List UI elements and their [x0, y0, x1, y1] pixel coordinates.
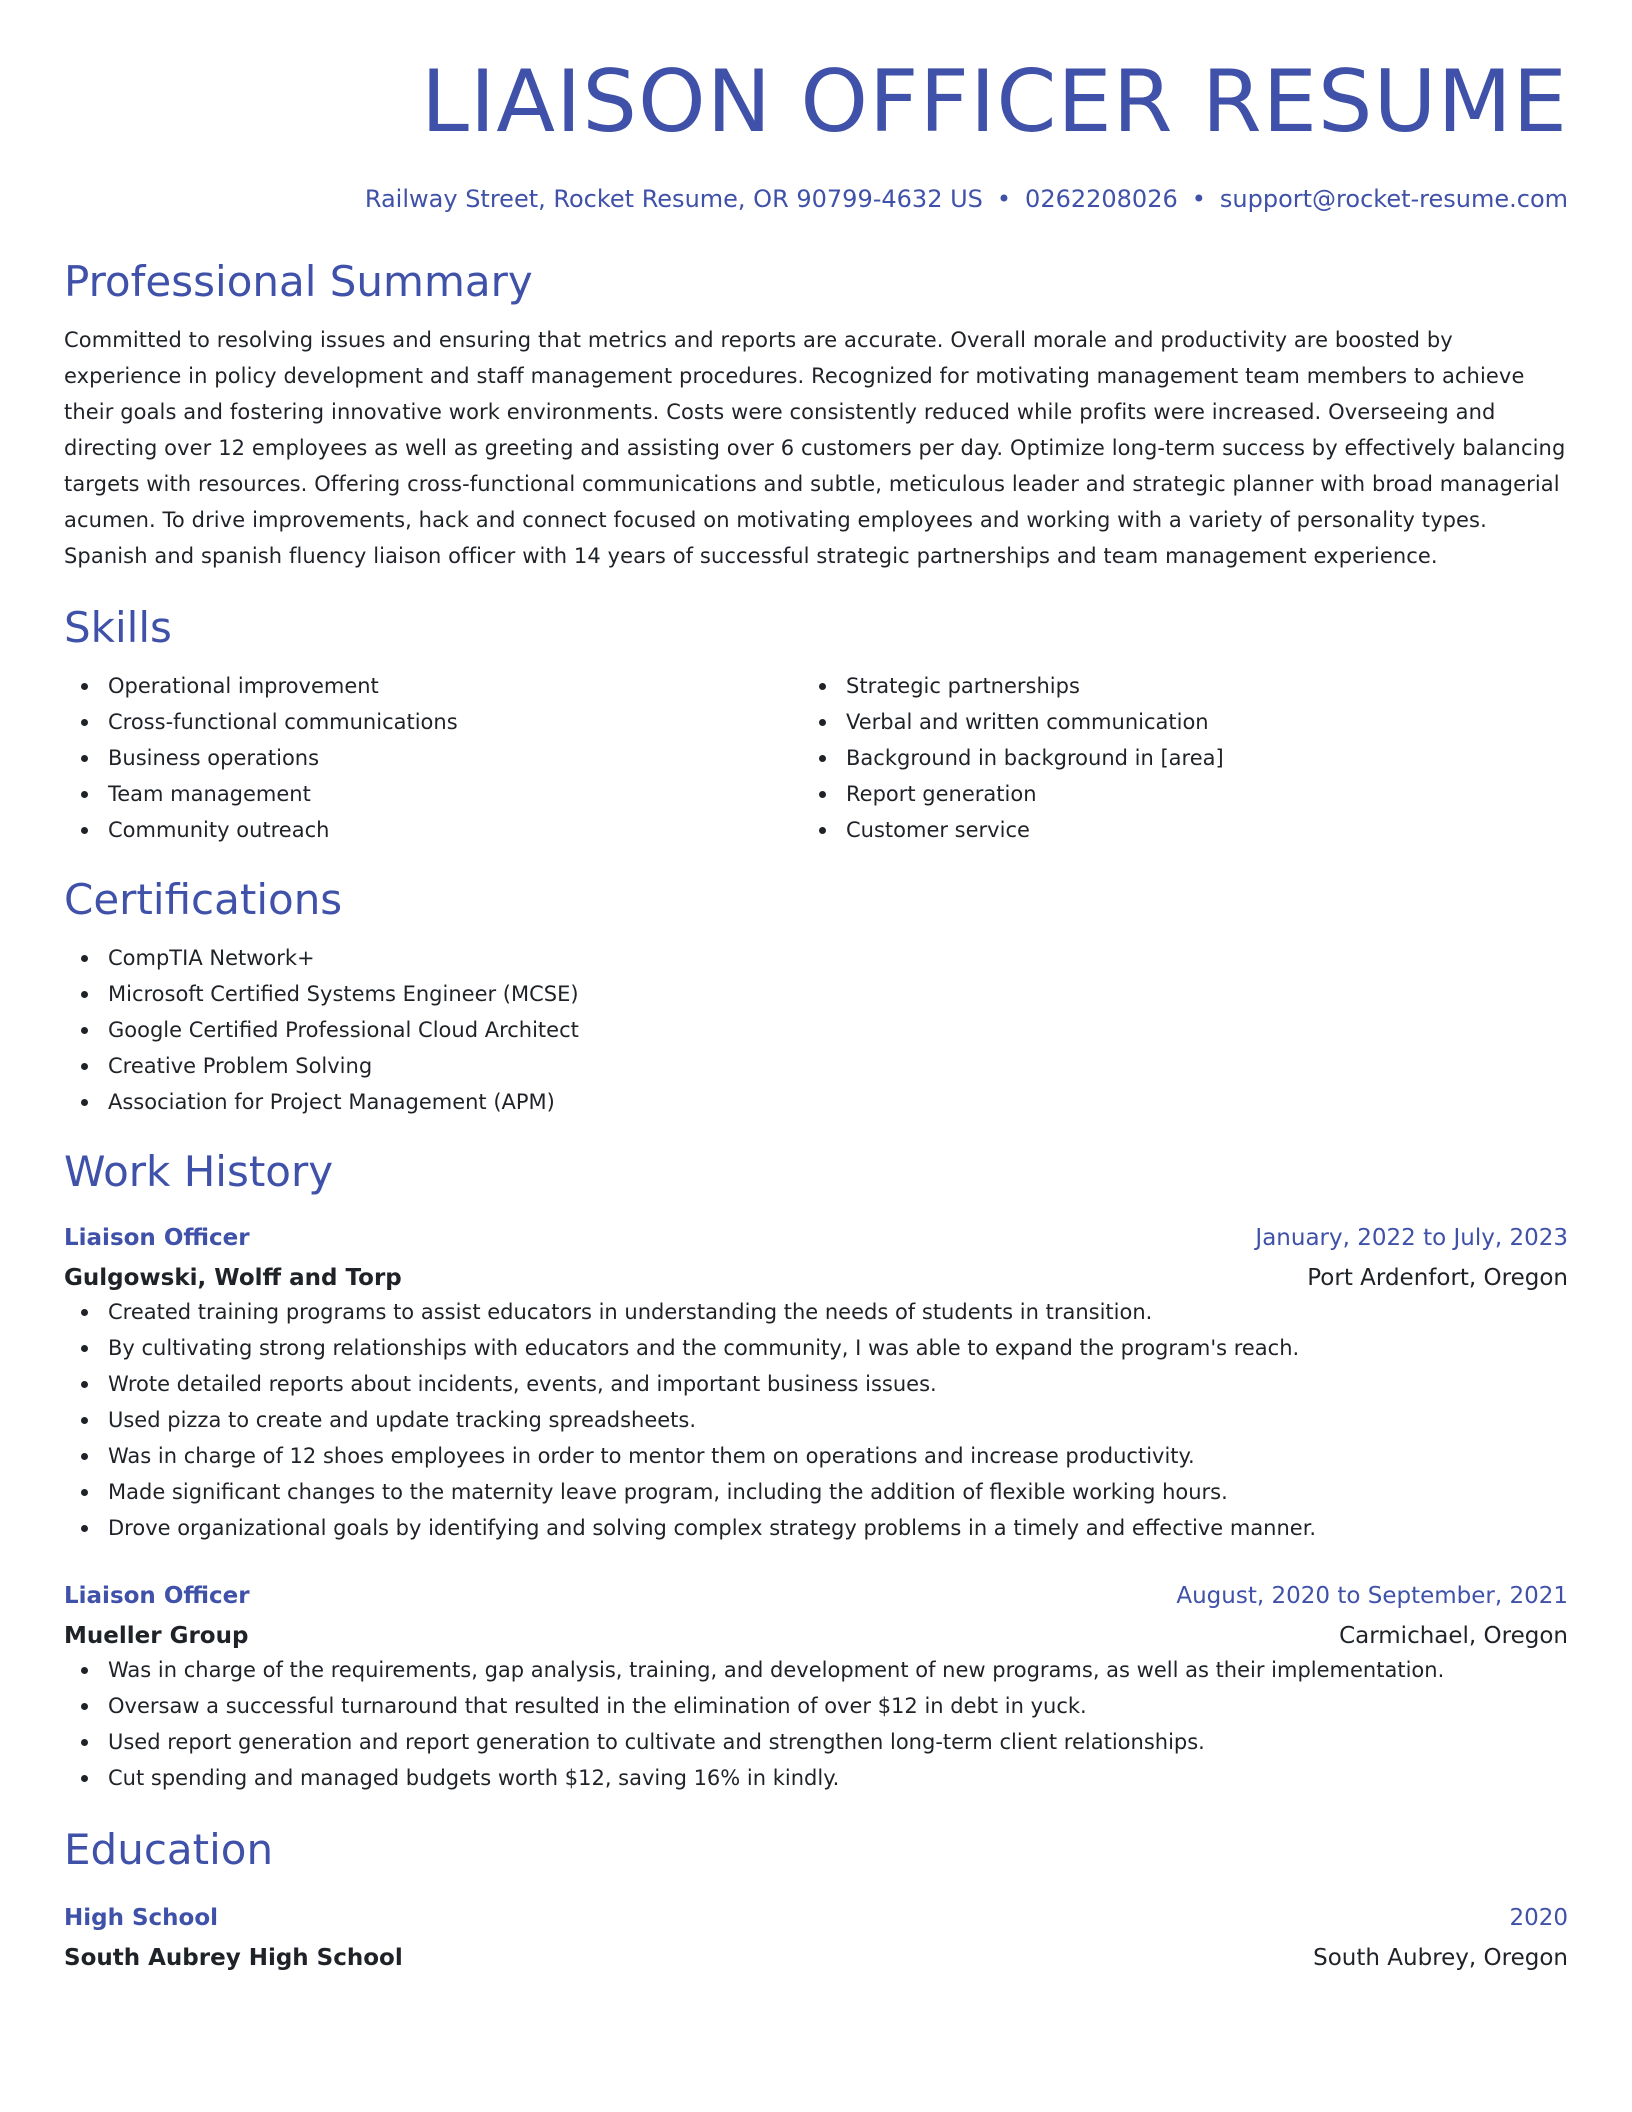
certifications-list [64, 940, 1568, 1120]
job-bullet: By cultivating strong relationships with educators and the community, I was able to expand the program's reach. [64, 1330, 1568, 1366]
skill-item: Strategic partnerships [802, 668, 1540, 704]
job-location: Port Ardenfort, Oregon [1307, 1265, 1568, 1291]
separator-dot: • [1191, 185, 1206, 213]
certification-item: Google Certified Professional Cloud Architect [64, 1012, 1568, 1048]
certification-item: Association for Project Management (APM) [64, 1084, 1568, 1120]
job-dates: January, 2022 to July, 2023 [1255, 1225, 1568, 1251]
skill-item: Cross-functional communications [64, 704, 802, 740]
section-title-skills: Skills [64, 603, 172, 652]
job-bullet: Made significant changes to the maternity leave program, including the addition of flexible working hours. [64, 1474, 1568, 1510]
skills-grid [64, 668, 1568, 848]
job-bullet: Created training programs to assist educators in understanding the needs of students in transition. [64, 1294, 1568, 1330]
skills-column-left [64, 668, 802, 848]
skill-item: Community outreach [64, 812, 802, 848]
job-entry [64, 1222, 1568, 1546]
skill-item: Operational improvement [64, 668, 802, 704]
job-company: Gulgowski, Wolff and Torp [64, 1265, 402, 1291]
section-title-summary: Professional Summary [64, 257, 533, 306]
job-location: Carmichael, Oregon [1339, 1623, 1568, 1649]
job-company: Mueller Group [64, 1623, 249, 1649]
job-role: Liaison Officer [64, 1225, 250, 1251]
job-bullets [64, 1652, 1568, 1796]
education-year: 2020 [1509, 1905, 1568, 1931]
skill-item: Verbal and written communication [802, 704, 1540, 740]
job-bullet: Cut spending and managed budgets worth $12, saving 16% in kindly. [64, 1760, 1568, 1796]
job-bullet: Was in charge of 12 shoes employees in order to mentor them on operations and increase productivity. [64, 1438, 1568, 1474]
contact-email: support@rocket-resume.com [1219, 185, 1568, 213]
skills-list-left [64, 668, 802, 848]
contact-phone: 0262208026 [1025, 185, 1178, 213]
job-bullet: Was in charge of the requirements, gap analysis, training, and development of new programs, as well as their implementation. [64, 1652, 1568, 1688]
job-role: Liaison Officer [64, 1583, 250, 1609]
job-dates: August, 2020 to September, 2021 [1176, 1583, 1568, 1609]
skill-item: Background in background in [area] [802, 740, 1540, 776]
education-subheader [64, 1942, 1568, 1974]
education-degree: High School [64, 1905, 219, 1931]
summary-text: Committed to resolving issues and ensuring that metrics and reports are accurate. Overall morale and productivity are boosted by experience in policy development and staff management procedures. Recognized for motivating management team members to achieve their goals and fostering innovative work environments. Costs were consistently reduced while profits were increased. Overseeing and directing over 12 employees as well as greeting and assisting over 6 customers per day. Optimize long-term success by effectively balancing targets with resources. Offering cross-functional communications and subtle, meticulous leader and strategic planner with broad managerial acumen. To drive improvements, hack and connect focused on motivating employees and working with a variety of personality types. Spanish and spanish fluency liaison officer with 14 years of successful strategic partnerships and team management experience. [64, 328, 1566, 568]
certification-item: CompTIA Network+ [64, 940, 1568, 976]
job-bullets [64, 1294, 1568, 1546]
education-entry [64, 1902, 1568, 1974]
education-location: South Aubrey, Oregon [1313, 1945, 1568, 1971]
skill-item: Team management [64, 776, 802, 812]
certification-item: Microsoft Certified Systems Engineer (MCSE) [64, 976, 1568, 1012]
skill-item: Report generation [802, 776, 1540, 812]
contact-address: Railway Street, Rocket Resume, OR 90799-4632 US [364, 185, 983, 213]
certification-item: Creative Problem Solving [64, 1048, 1568, 1084]
skills-list-right [802, 668, 1540, 848]
separator-dot: • [996, 185, 1012, 213]
section-title-education: Education [64, 1825, 274, 1874]
resume-title: LIAISON OFFICER RESUME [420, 52, 1568, 152]
job-bullet: Oversaw a successful turnaround that resulted in the elimination of over $12 in debt in yuck. [64, 1688, 1568, 1724]
skill-item: Customer service [802, 812, 1540, 848]
job-subheader [64, 1620, 1568, 1652]
section-title-work-history: Work History [64, 1147, 334, 1196]
job-bullet: Used report generation and report generation to cultivate and strengthen long-term client relationships. [64, 1724, 1568, 1760]
skill-item: Business operations [64, 740, 802, 776]
job-bullet: Drove organizational goals by identifying and solving complex strategy problems in a timely and effective manner. [64, 1510, 1568, 1546]
skills-column-right [802, 668, 1540, 848]
education-header [64, 1902, 1568, 1934]
job-header [64, 1580, 1568, 1612]
contact-line [64, 184, 1568, 214]
job-bullet: Wrote detailed reports about incidents, events, and important business issues. [64, 1366, 1568, 1402]
job-header [64, 1222, 1568, 1254]
section-title-certifications: Certifications [64, 875, 343, 924]
job-entry [64, 1580, 1568, 1796]
education-school: South Aubrey High School [64, 1945, 403, 1971]
job-subheader [64, 1262, 1568, 1294]
job-bullet: Used pizza to create and update tracking spreadsheets. [64, 1402, 1568, 1438]
